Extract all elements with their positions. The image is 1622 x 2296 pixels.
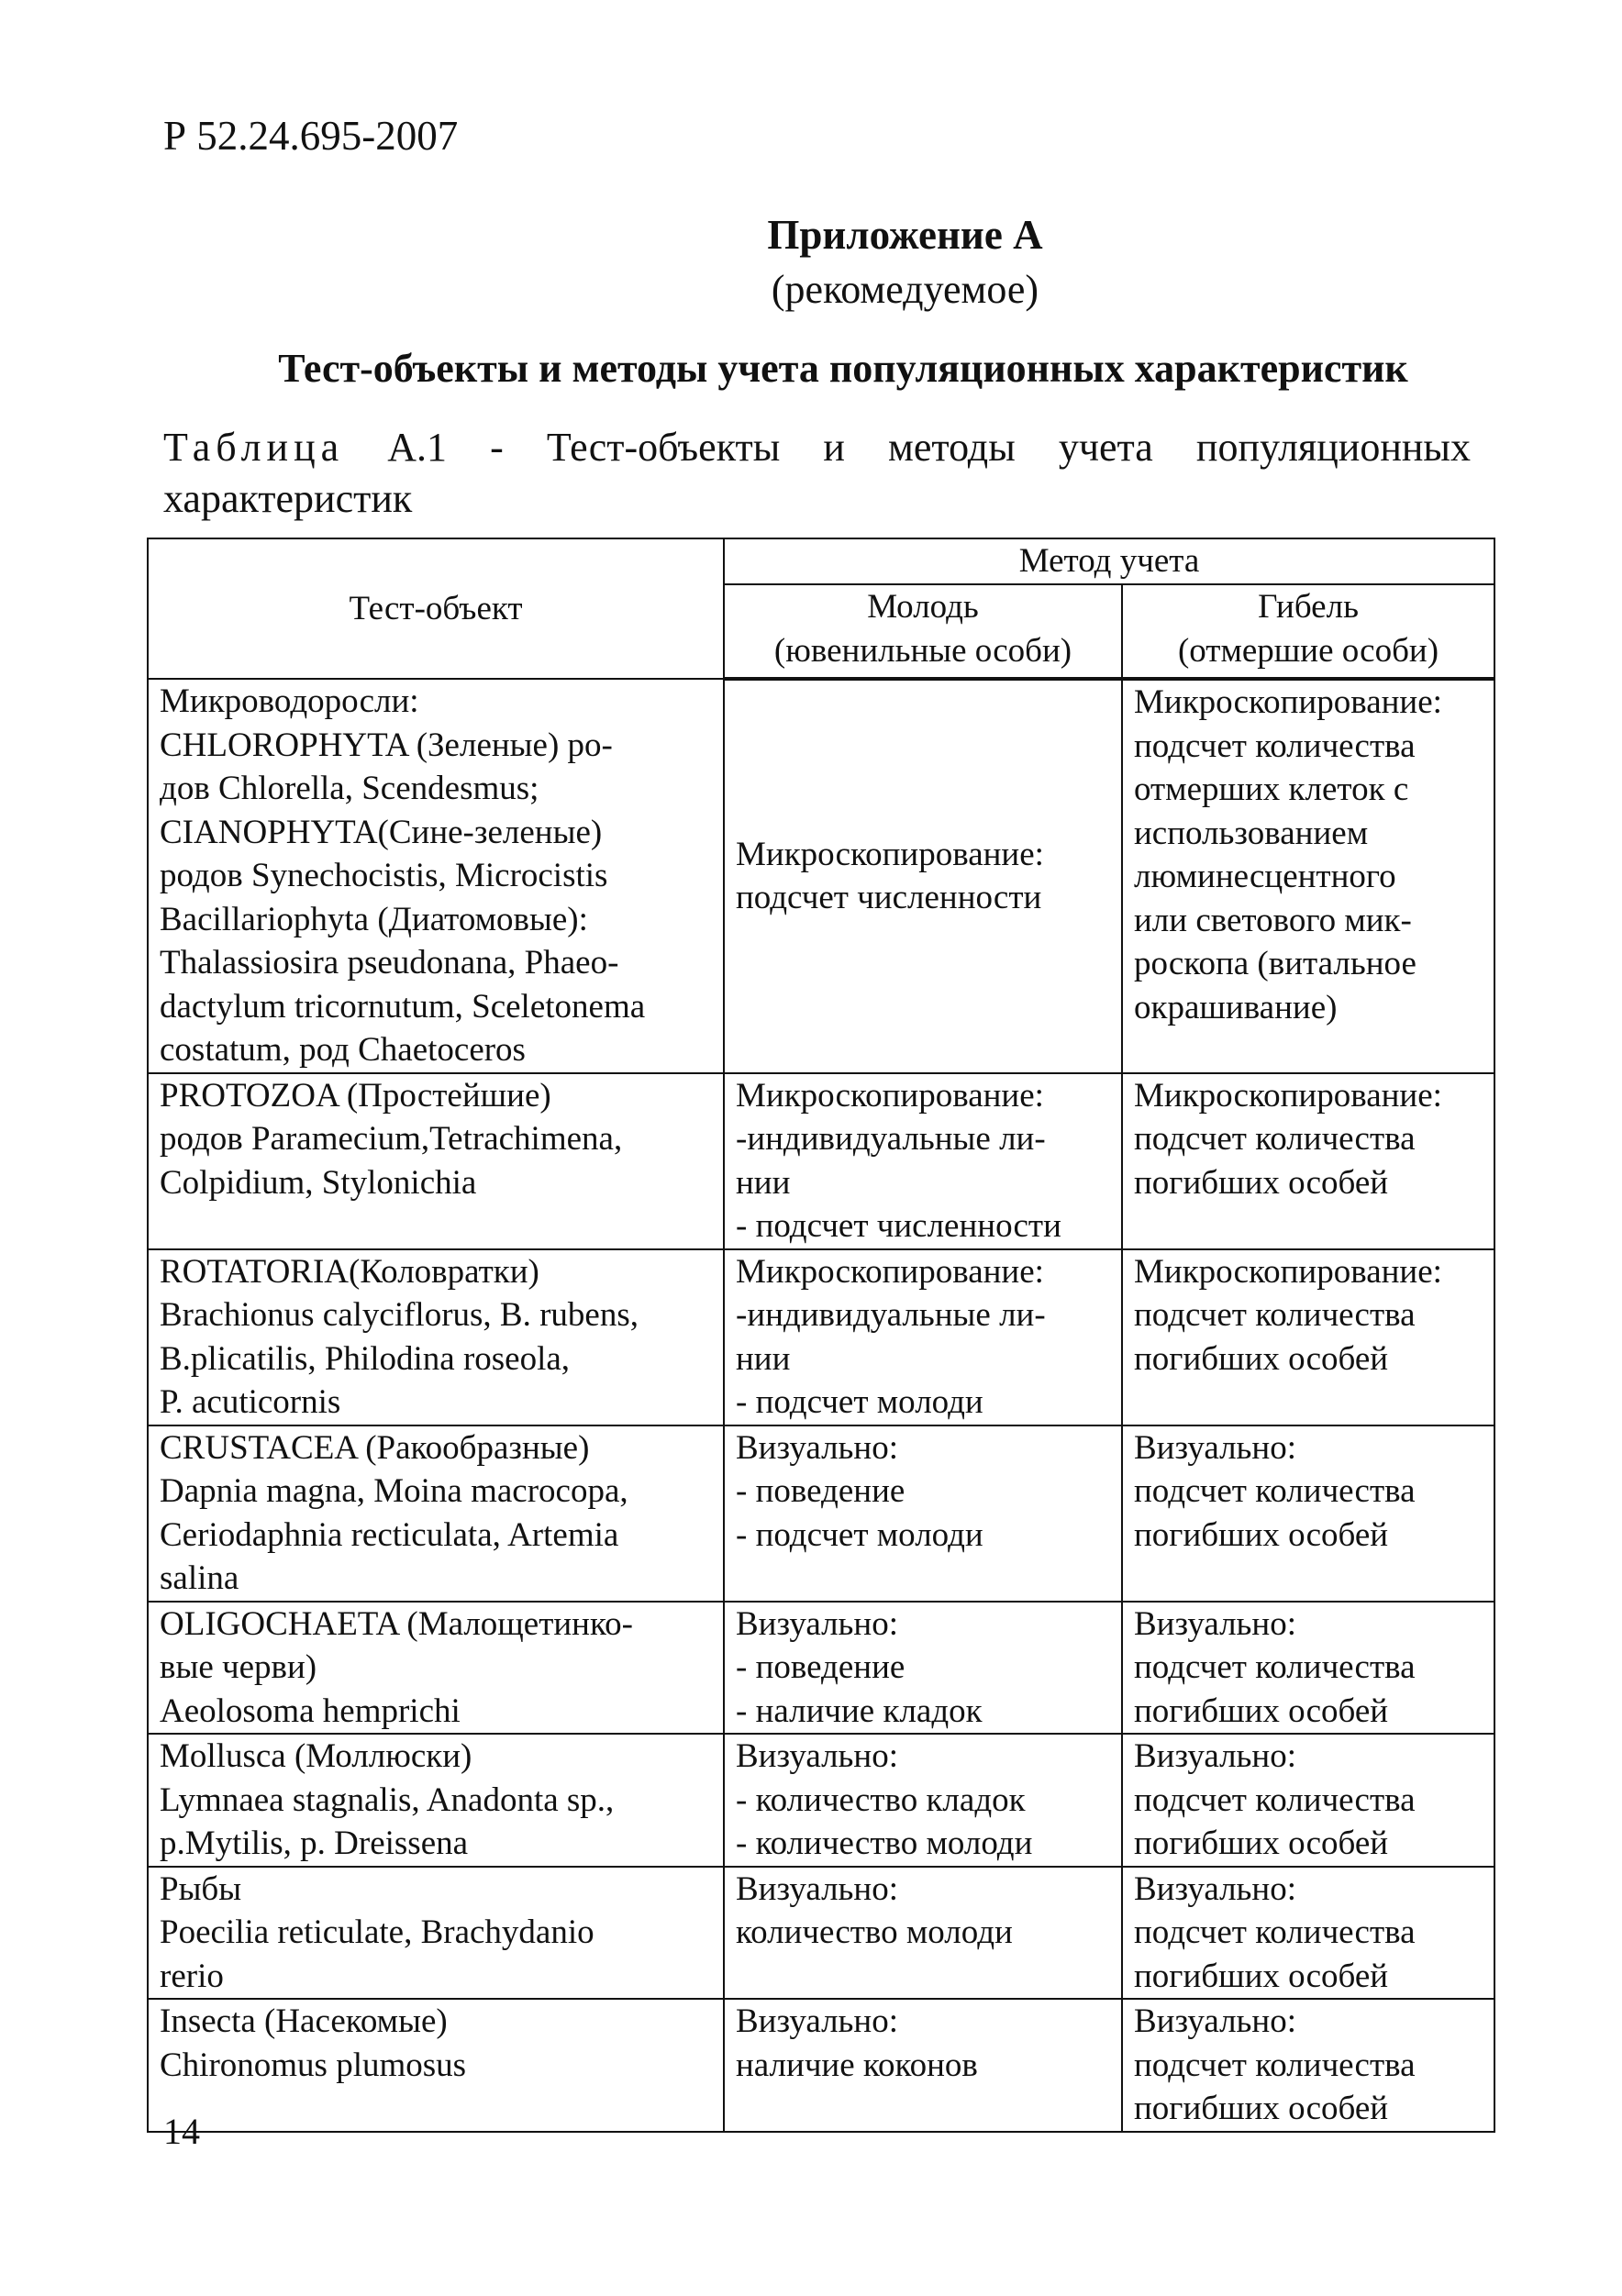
cell-death: Визуально: подсчет количества погибших особей — [1122, 1999, 1494, 2132]
section-title: Тест-объекты и методы учета популяционных характеристик — [278, 346, 1408, 391]
cell-object: Рыбы Poecilia reticulate, Brachydanio rerio — [148, 1867, 724, 2000]
table-caption — [163, 422, 1471, 525]
cell-object: Insecta (Насекомые) Chironomus plumosus — [148, 1999, 724, 2132]
cell-death: Визуально: подсчет количества погибших особей — [1122, 1425, 1494, 1602]
table-row — [148, 1073, 1494, 1249]
document-code: Р 52.24.695-2007 — [163, 113, 459, 159]
table-row — [148, 1734, 1494, 1867]
cell-object: ROTATORIA(Коловратки) Brachionus calyciflorus, B. rubens, B.plicatilis, Philodina roseola, P. acuticornis — [148, 1249, 724, 1425]
cell-juvenile: Микроскопирование: подсчет численности — [724, 679, 1122, 1073]
caption-word: А.1 — [387, 425, 448, 470]
caption-word: учета — [1058, 425, 1153, 470]
appendix-title: Приложение А — [767, 212, 1043, 258]
caption-line-1 — [163, 422, 1471, 473]
table-row — [148, 1425, 1494, 1602]
cell-juvenile: Визуально: наличие коконов — [724, 1999, 1122, 2132]
caption-word: методы — [888, 425, 1016, 470]
caption-word: и — [823, 425, 845, 470]
cell-death: Визуально: подсчет количества погибших особей — [1122, 1734, 1494, 1867]
cell-juvenile: Микроскопирование: -индивидуальные ли- нии - подсчет численности — [724, 1073, 1122, 1249]
cell-object: PROTOZOA (Простейшие) родов Paramecium,Tetrachimena, Colpidium, Stylonichia — [148, 1073, 724, 1249]
cell-juvenile: Визуально: - поведение - подсчет молоди — [724, 1425, 1122, 1602]
caption-word: Таблица — [163, 425, 345, 470]
cell-object: Mollusca (Моллюски) Lymnaea stagnalis, Anadonta sp., p.Mytilis, p. Dreissena — [148, 1734, 724, 1867]
header-test-object: Тест-объект — [148, 538, 724, 679]
cell-death: Визуально: подсчет количества погибших особей — [1122, 1602, 1494, 1735]
table-row — [148, 1999, 1494, 2132]
cell-juvenile: Визуально: - количество кладок - количество молоди — [724, 1734, 1122, 1867]
cell-object: Микроводоросли: CHLOROPHYTA (Зеленые) ро- дов Chlorella, Scendesmus; CIANOPHYTA(Сине-зеленые) родов Synechocistis, Microcistis Bacillariophyta (Диатомовые): Thalassiosira pseudonana, Phaeo- dactylum tricornutum, Sceletonema costatum, род Chaetoceros — [148, 679, 724, 1073]
test-objects-table — [147, 538, 1495, 2133]
cell-juvenile: Визуально: количество молоди — [724, 1867, 1122, 2000]
header-death: Гибель (отмершие особи) — [1122, 584, 1494, 679]
table-row — [148, 1602, 1494, 1735]
cell-death: Микроскопирование: подсчет количества погибших особей — [1122, 1073, 1494, 1249]
table-row — [148, 1249, 1494, 1425]
caption-word: Тест-объекты — [546, 425, 781, 470]
header-juvenile: Молодь (ювенильные особи) — [724, 584, 1122, 679]
table-row — [148, 679, 1494, 1073]
cell-death: Микроскопирование: подсчет количества отмерших клеток с использованием люминесцентного или светового мик- роскопа (витальное окрашивание) — [1122, 679, 1494, 1073]
cell-object: CRUSTACEA (Ракообразные) Dapnia magna, Moina macrocopa, Ceriodaphnia recticulata, Artemia salina — [148, 1425, 724, 1602]
cell-object: OLIGOCHAETA (Малощетинко- вые черви) Aeolosoma hemprichi — [148, 1602, 724, 1735]
cell-juvenile: Микроскопирование: -индивидуальные ли- нии - подсчет молоди — [724, 1249, 1122, 1425]
caption-word: популяционных — [1195, 425, 1471, 470]
cell-juvenile: Визуально: - поведение - наличие кладок — [724, 1602, 1122, 1735]
page-number: 14 — [163, 2111, 200, 2152]
table-row — [148, 1867, 1494, 2000]
appendix-subtitle: (рекомедуемое) — [771, 267, 1039, 312]
header-method: Метод учета — [724, 538, 1494, 584]
cell-death: Микроскопирование: подсчет количества погибших особей — [1122, 1249, 1494, 1425]
caption-line-2: характеристик — [163, 476, 413, 521]
cell-death: Визуально: подсчет количества погибших особей — [1122, 1867, 1494, 2000]
caption-word: - — [490, 425, 504, 470]
